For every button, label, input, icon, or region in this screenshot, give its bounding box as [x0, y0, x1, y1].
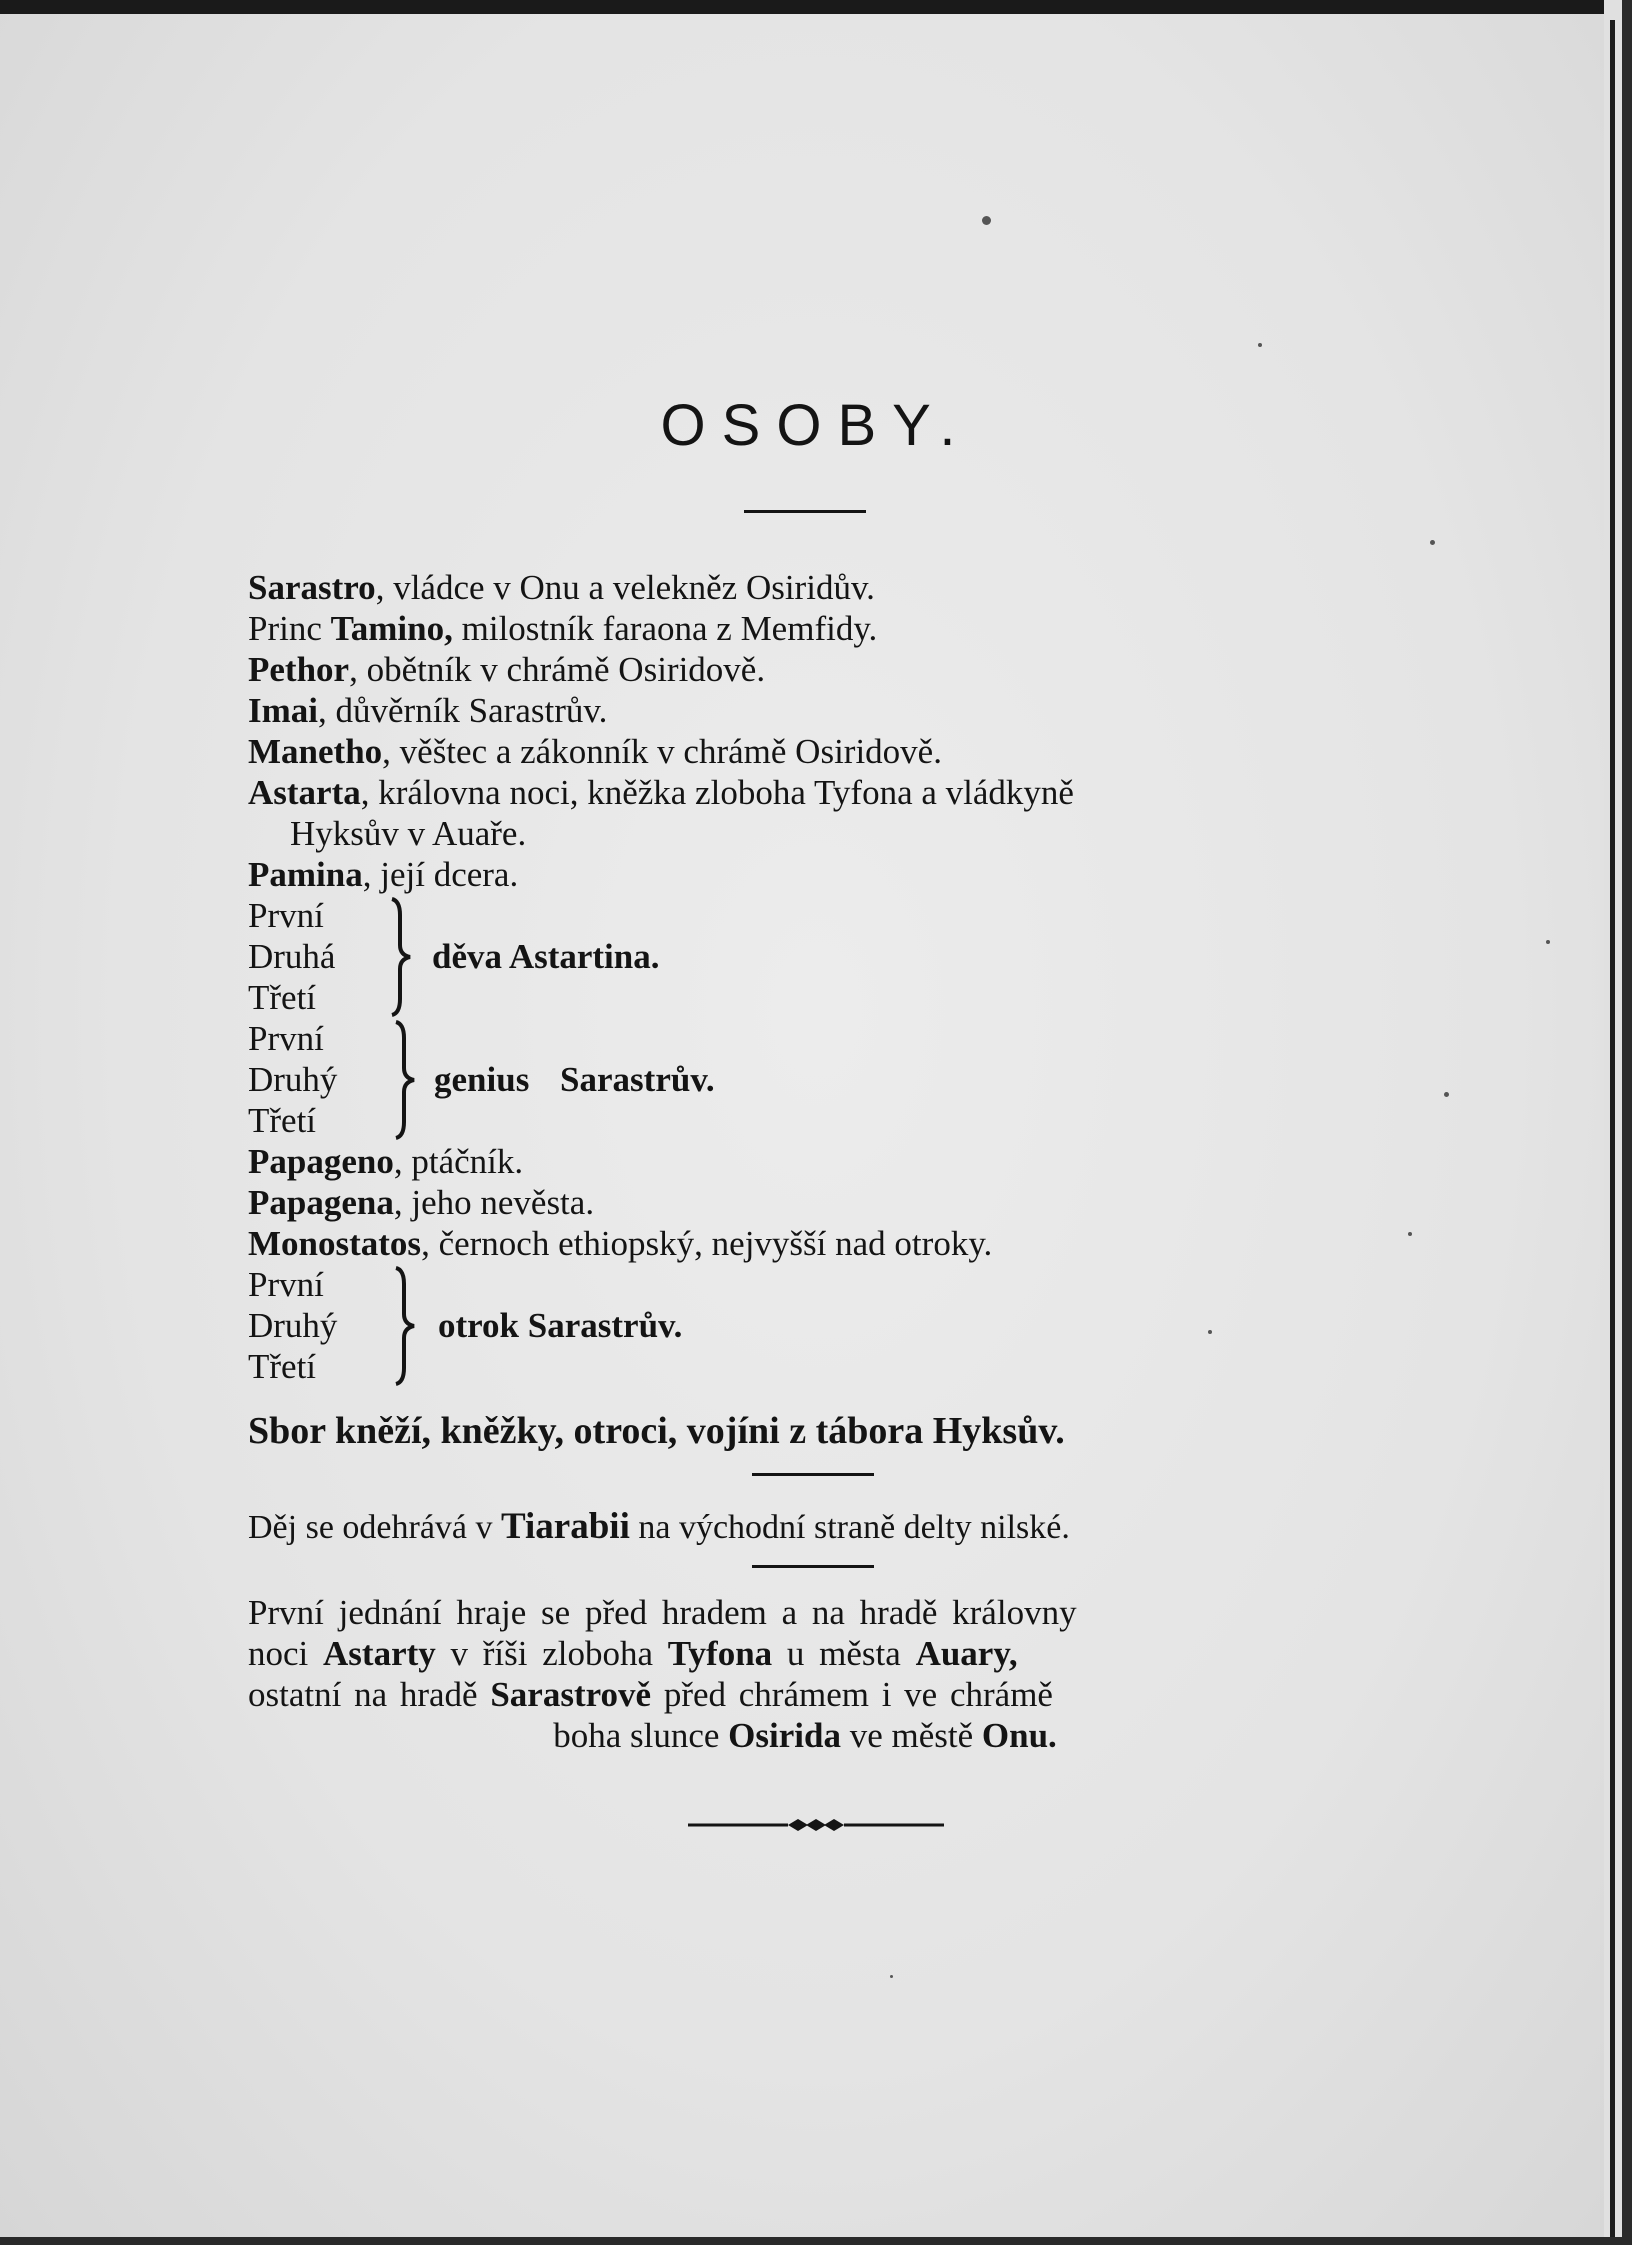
character-name: Monostatos [248, 1224, 422, 1263]
ordinal-list [248, 895, 335, 1018]
acts-line [248, 1715, 1362, 1756]
group-role: děva Astartina. [432, 937, 660, 976]
acts-place: Astarty [323, 1634, 436, 1673]
acts-place: Onu. [981, 1716, 1057, 1755]
ordinal: První [248, 1265, 324, 1304]
cast-entry [248, 1141, 1388, 1182]
character-desc: , černoch ethiopský, nejvyšší nad otroky. [421, 1224, 993, 1263]
acts-text: u města [772, 1634, 916, 1673]
acts-text: ve městě [840, 1716, 982, 1755]
setting-text: Děj se odehrává v [248, 1509, 502, 1546]
curly-brace [386, 895, 416, 1018]
character-name: Sarastro [248, 568, 376, 607]
cast-entry [248, 854, 1388, 895]
ordinal: Druhý [248, 1306, 338, 1345]
ordinal-list [248, 1264, 337, 1387]
character-desc: milostník faraona z Memfidy. [452, 609, 878, 648]
ink-speck [1546, 940, 1550, 944]
curly-brace [390, 1264, 420, 1387]
ordinal: První [248, 1019, 324, 1058]
ordinal: Třetí [248, 1347, 317, 1386]
ordinal: Třetí [248, 1101, 317, 1140]
character-desc: , věštec a zákonník v chrámě Osiridově. [382, 732, 942, 771]
cast-group-genii [248, 1018, 1388, 1141]
acts-place: Auary, [915, 1634, 1018, 1673]
ornament-divider [688, 1815, 944, 1835]
setting-line [248, 1505, 1070, 1548]
character-name: Pamina [248, 855, 363, 894]
character-name: Manetho [248, 732, 383, 771]
acts-line [248, 1674, 1362, 1715]
cast-group-slaves [248, 1264, 1388, 1387]
character-name: Papageno [248, 1142, 394, 1181]
character-desc: , královna noci, kněžka zloboha Tyfona a vládkyně [360, 773, 1074, 812]
cast-entry [248, 567, 1388, 608]
acts-text: před chrámem i ve chrámě [651, 1675, 1053, 1714]
setting-text: na východní straně delty nilské. [629, 1509, 1070, 1546]
section-rule [752, 1473, 874, 1476]
ink-speck [1258, 343, 1262, 347]
acts-place: Tyfona [667, 1634, 773, 1673]
cast-entry [248, 649, 1388, 690]
acts-paragraph [248, 1592, 1362, 1756]
acts-line: První jednání hraje se před hradem a na hradě královny [248, 1593, 1077, 1632]
ordinal: Druhý [248, 1060, 338, 1099]
cast-entry [248, 772, 1388, 813]
group-role: genius Sarastrův. [434, 1060, 715, 1099]
acts-text: noci [248, 1634, 324, 1673]
ink-speck [890, 1975, 893, 1978]
character-name: Tamino, [330, 609, 453, 648]
character-name: Pethor [248, 650, 350, 689]
cast-entry [248, 608, 1388, 649]
ordinal: První [248, 896, 324, 935]
acts-text: v říši zloboha [435, 1634, 668, 1673]
character-desc: , její dcera. [362, 855, 519, 894]
character-name: Astarta [248, 773, 361, 812]
character-desc: , jeho nevěsta. [393, 1183, 595, 1222]
acts-line [248, 1633, 1362, 1674]
character-prefix: Princ [248, 609, 331, 648]
scan-edge-right [1604, 0, 1632, 2245]
ordinal: Druhá [248, 937, 336, 976]
cast-entry [248, 1182, 1388, 1223]
setting-place: Tiarabii [501, 1506, 630, 1547]
ink-speck [982, 216, 991, 225]
curly-brace [390, 1018, 420, 1141]
acts-text: boha slunce [553, 1716, 729, 1755]
acts-place: Osirida [728, 1716, 841, 1755]
character-desc: , vládce v Onu a velekněz Osiridův. [375, 568, 875, 607]
ordinal-list [248, 1018, 337, 1141]
cast-list [248, 567, 1388, 1387]
section-rule [752, 1565, 874, 1568]
character-desc: , obětník v chrámě Osiridově. [349, 650, 766, 689]
acts-text: ostatní na hradě [248, 1675, 491, 1714]
ordinal: Třetí [248, 978, 317, 1017]
acts-place: Sarastrově [490, 1675, 652, 1714]
cast-group-maidens [248, 895, 1388, 1018]
cast-entry [248, 690, 1388, 731]
chorus-line: Sbor kněží, kněžky, otroci, vojíni z tábora Hyksův. [248, 1410, 1065, 1452]
ink-speck [1208, 1330, 1212, 1334]
cast-entry-continuation: Hyksův v Auaře. [290, 814, 527, 853]
ink-speck [1444, 1092, 1449, 1097]
character-desc: , důvěrník Sarastrův. [318, 691, 608, 730]
character-desc: , ptáčník. [393, 1142, 524, 1181]
character-name: Papagena [248, 1183, 394, 1222]
character-name: Imai [248, 691, 318, 730]
title-rule [744, 510, 866, 513]
ink-speck [1408, 1232, 1412, 1236]
page-title: OSOBY. [660, 393, 972, 458]
group-role: otrok Sarastrův. [438, 1306, 683, 1345]
cast-entry [248, 1223, 1388, 1264]
scan-edge-bottom [0, 2237, 1632, 2245]
cast-entry [248, 731, 1388, 772]
scan-edge-top [0, 0, 1632, 14]
ink-speck [1430, 540, 1435, 545]
